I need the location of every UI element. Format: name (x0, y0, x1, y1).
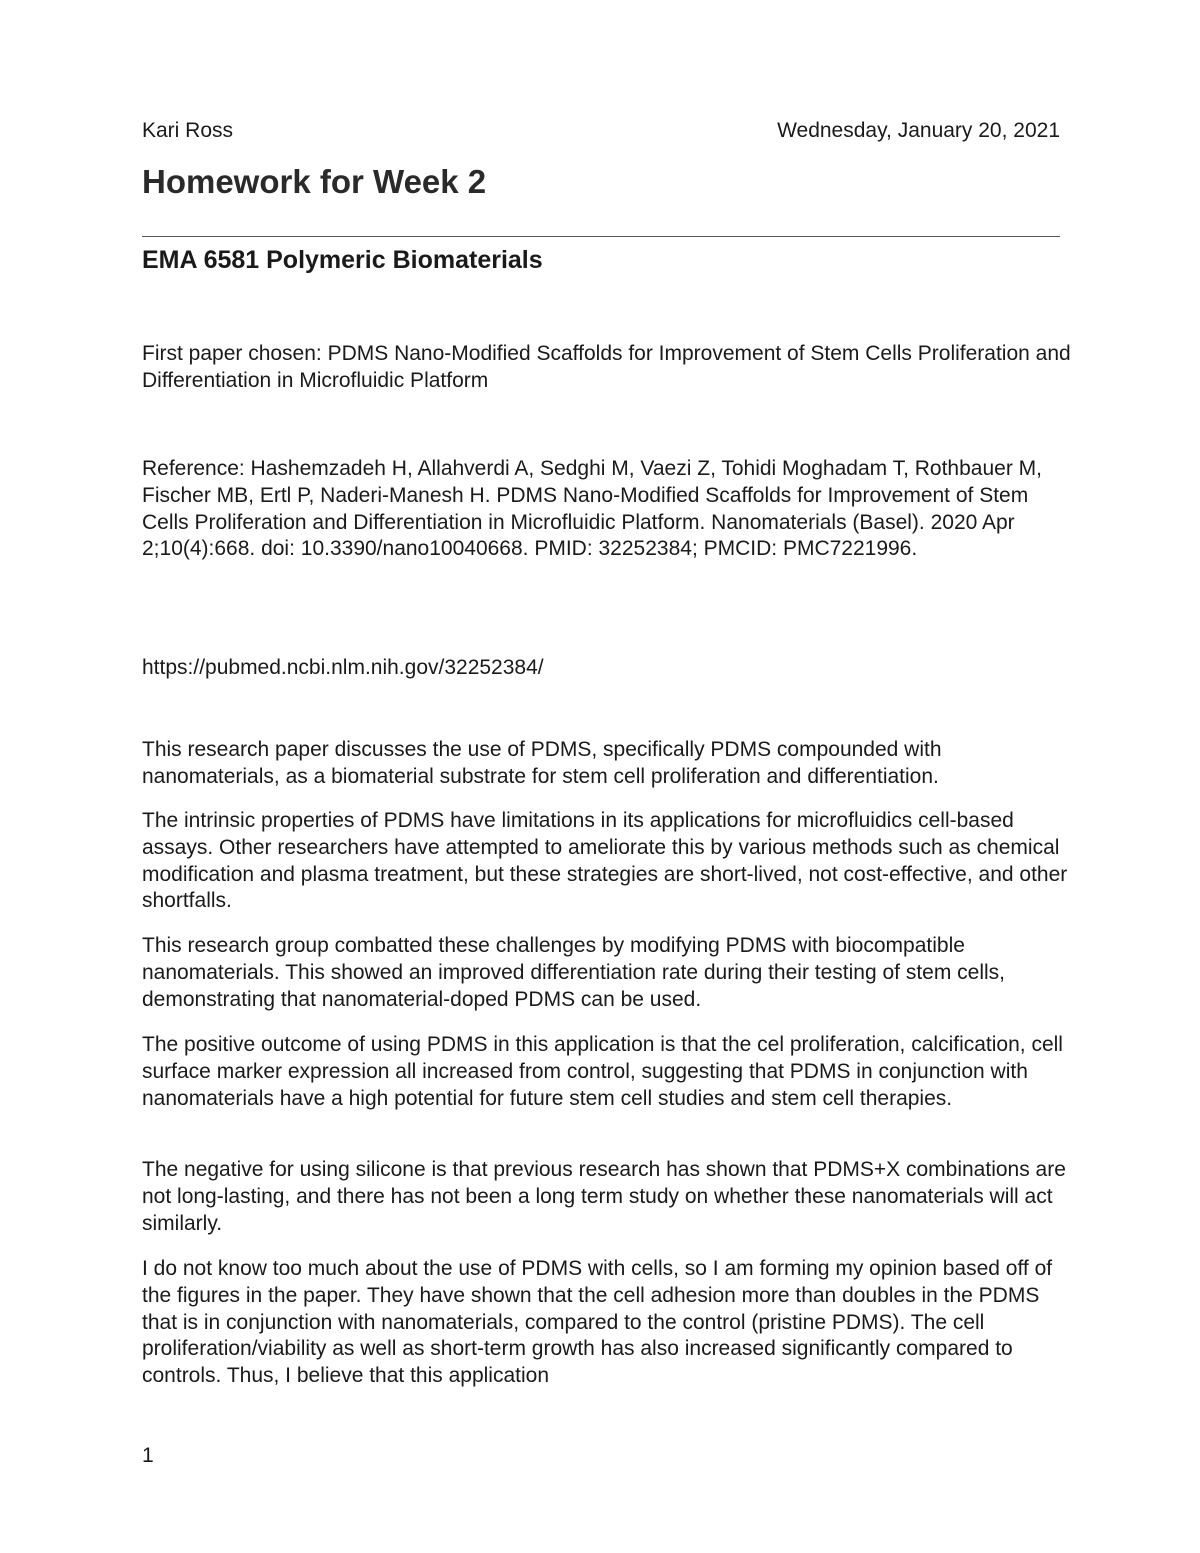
paragraph-6: I do not know too much about the use of PDMS with cells, so I am forming my opinion based off of the figures in the paper. They have shown that the cell adhesion more than doubles in the PDMS that is in conjunction with nanomaterials, compared to the control (pristine PDMS). The cell proliferation/viability as well as short-term growth has also increased significantly compared to controls. Thus, I believe that this application (142, 1257, 1053, 1388)
author-name: Kari Ross (142, 119, 234, 142)
paper-chosen: First paper chosen: PDMS Nano-Modified Scaffolds for Improvement of Stem Cells Proliferation and Differentiation in Microfluidic Platform (142, 342, 1071, 392)
paragraph-3: This research group combatted these challenges by modifying PDMS with biocompatible nanomaterials. This showed an improved differentiation rate during their testing of stem cells, demonstrating that nanomaterial-doped PDMS can be used. (142, 934, 1006, 1011)
paragraph-1: This research paper discusses the use of PDMS, specifically PDMS compounded with nanomaterials, as a biomaterial substrate for stem cell proliferation and differentiation. (142, 738, 942, 788)
paragraph-2: The intrinsic properties of PDMS have limitations in its applications for microfluidics cell-based assays. Other researchers have attempted to ameliorate this by various methods such as chemical modification and plasma treatment, but these strategies are short-lived, not cost-effective, and other shortfalls. (142, 809, 1068, 913)
reference-citation: Reference: Hashemzadeh H, Allahverdi A, Sedghi M, Vaezi Z, Tohidi Moghadam T, Rothbauer M, Fischer MB, Ertl P, Naderi-Manesh H. PDMS Nano-Modified Scaffolds for Improvement of Stem Cells Proliferation and Differentiation in Microfluidic Platform. Nanomaterials (Basel). 2020 Apr 2;10(4):668. doi: 10.3390/nano10040668. PMID: 32252384; PMCID: PMC7221996. (142, 457, 1042, 561)
paragraph-4: The positive outcome of using PDMS in this application is that the cel proliferation, calcification, cell surface marker expression all increased from control, suggesting that PDMS in conjunction with nanomaterials have a high potential for future stem cell studies and stem cell therapies. (142, 1033, 1063, 1110)
paragraph-5: The negative for using silicone is that previous research has shown that PDMS+X combinations are not long-lasting, and there has not been a long term study on whether these nanomaterials will act similarly. (142, 1158, 1066, 1235)
course-name: EMA 6581 Polymeric Biomaterials (142, 246, 543, 274)
title-divider (142, 236, 1060, 237)
document-date: Wednesday, January 20, 2021 (777, 119, 1060, 142)
page-title: Homework for Week 2 (142, 163, 487, 200)
header-row (142, 116, 1060, 146)
pubmed-link[interactable]: https://pubmed.ncbi.nlm.nih.gov/32252384/ (142, 656, 544, 679)
page-number: 1 (142, 1444, 154, 1467)
